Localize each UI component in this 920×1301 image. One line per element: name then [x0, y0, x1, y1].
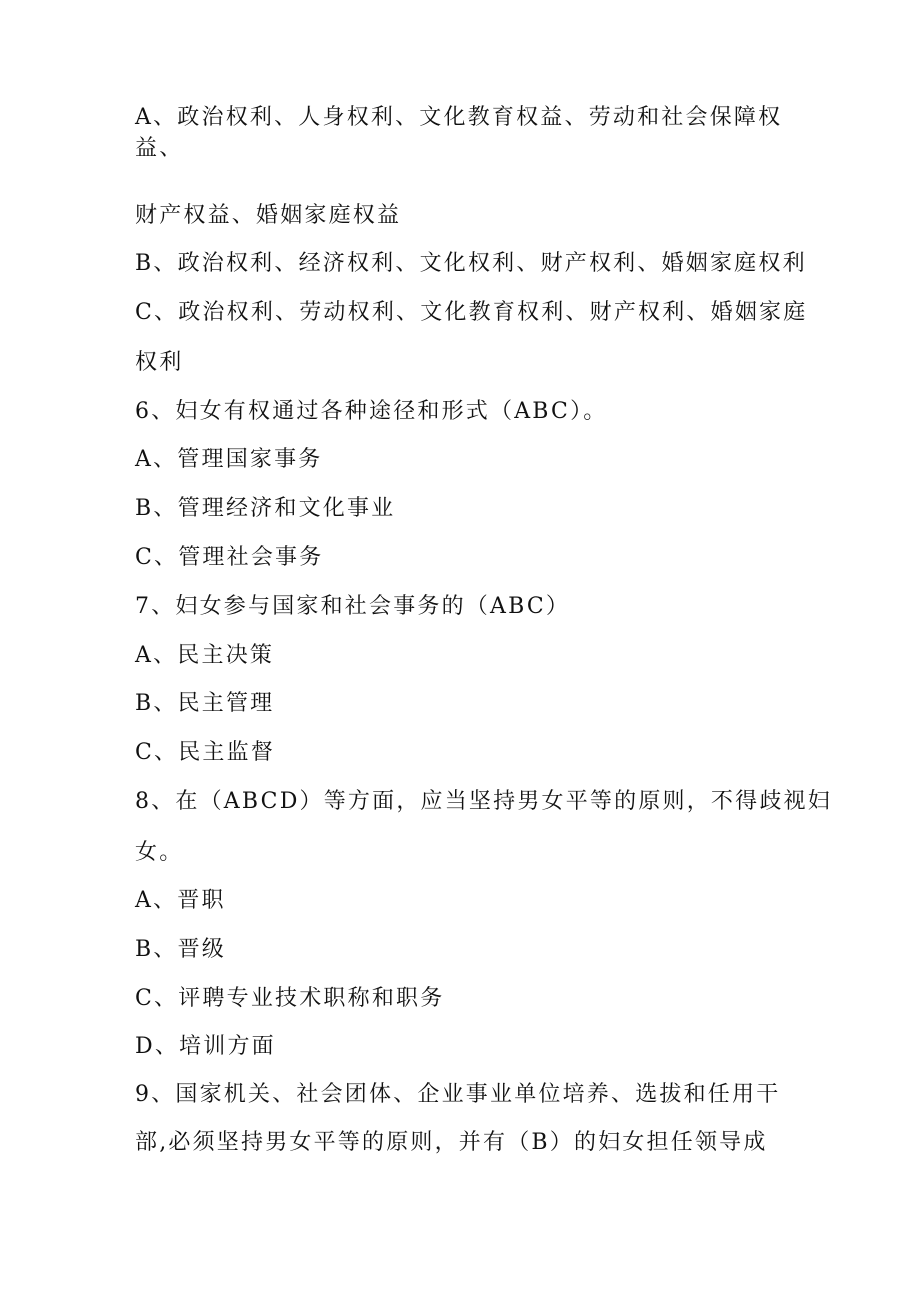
- option-5c-line-1: C、政治权利、劳动权利、文化教育权利、财产权利、婚姻家庭: [135, 300, 808, 325]
- question-9-line-1: 9、国家机关、社会团体、企业事业单位培养、选拔和任用干: [135, 1082, 781, 1107]
- option-5a-line-3: 财产权益、婚姻家庭权益: [135, 203, 402, 228]
- option-6b: B、管理经济和文化事业: [135, 496, 396, 521]
- option-7c: C、民主监督: [135, 740, 276, 765]
- option-6c: C、管理社会事务: [135, 545, 324, 570]
- option-8a: A、晋职: [135, 888, 226, 913]
- option-6a: A、管理国家事务: [135, 447, 323, 472]
- option-5a-line-2: 益、: [135, 136, 184, 161]
- question-6: 6、妇女有权通过各种途径和形式（ABC）。: [135, 399, 608, 424]
- option-7a: A、民主决策: [135, 643, 275, 668]
- option-7b: B、民主管理: [135, 691, 275, 716]
- question-8-line-2: 女。: [135, 840, 184, 865]
- option-8d: D、培训方面: [135, 1034, 276, 1059]
- option-8c: C、评聘专业技术职称和职务: [135, 986, 445, 1011]
- option-5c-line-2: 权利: [135, 350, 184, 375]
- option-8b: B、晋级: [135, 937, 226, 962]
- option-5a-line-1: A、政治权利、人身权利、文化教育权益、劳动和社会保障权: [135, 105, 783, 130]
- question-7: 7、妇女参与国家和社会事务的（ABC）: [135, 594, 571, 619]
- option-5b: B、政治权利、经济权利、文化权利、财产权利、婚姻家庭权利: [135, 251, 807, 276]
- question-8-line-1: 8、在（ABCD）等方面，应当坚持男女平等的原则，不得歧视妇: [135, 789, 832, 814]
- question-9-line-2: 部,必须坚持男女平等的原则，并有（B）的妇女担任领导成: [135, 1130, 768, 1155]
